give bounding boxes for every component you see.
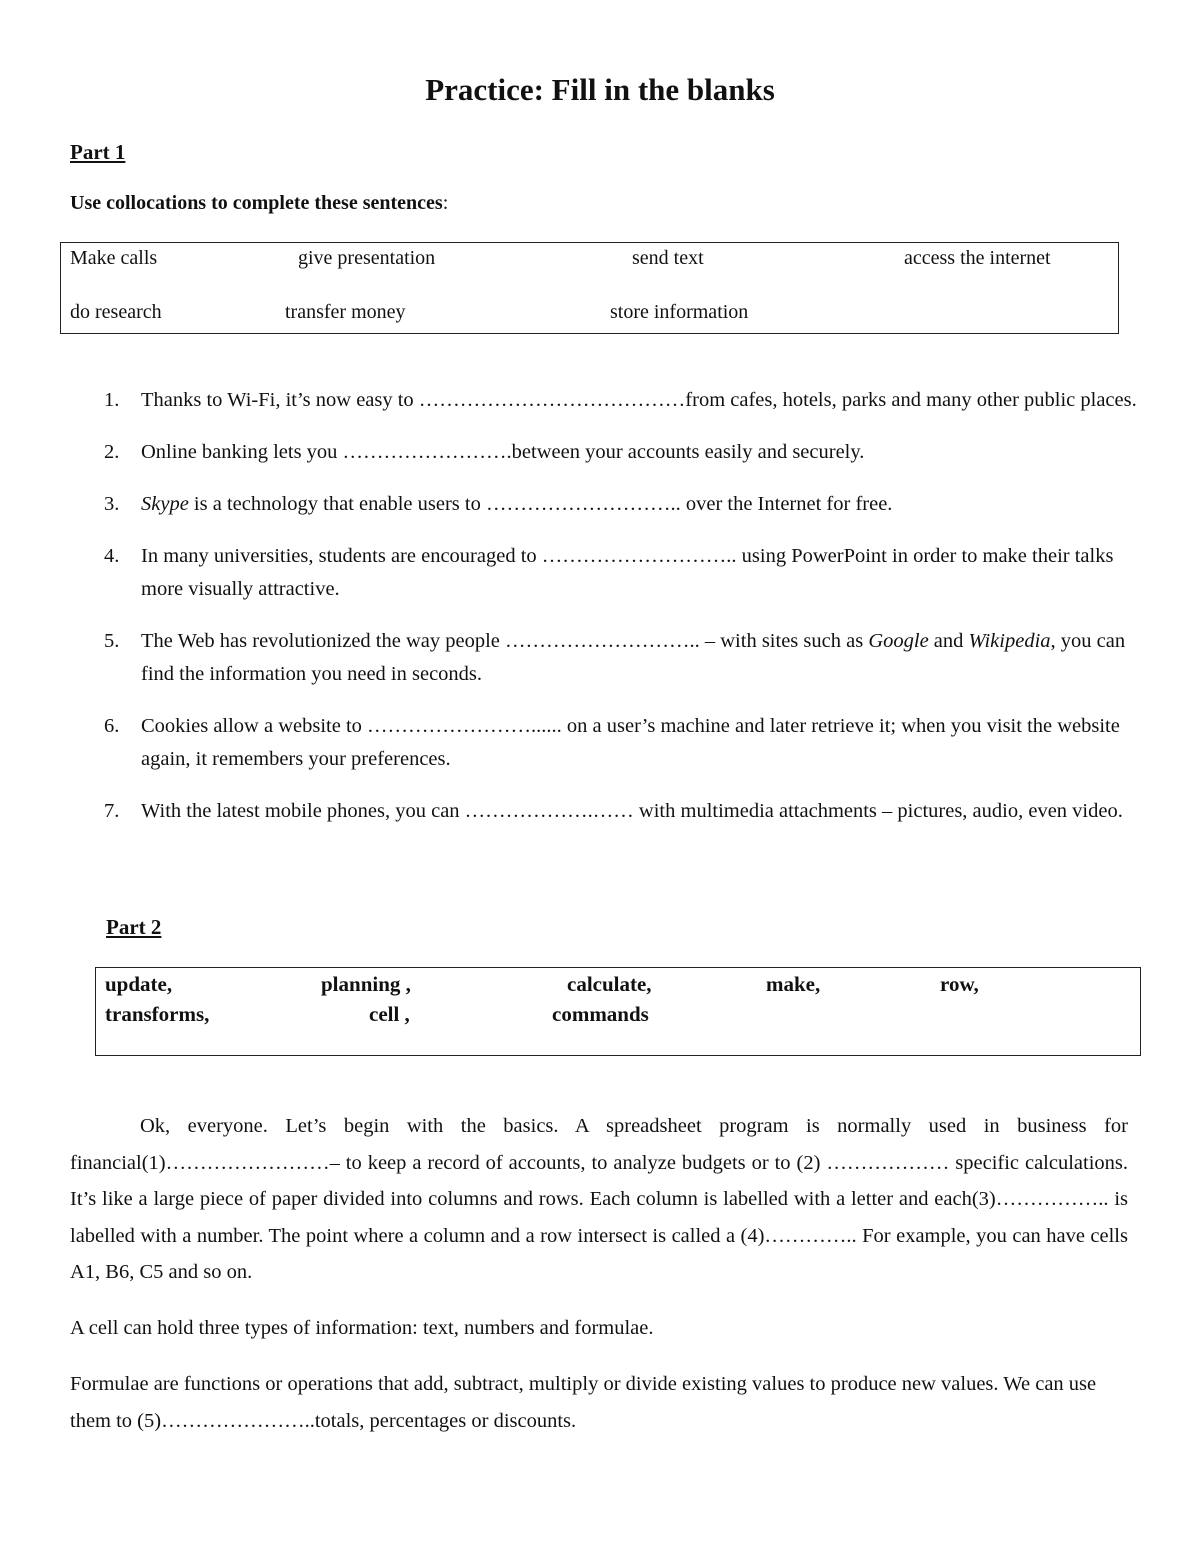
item-number: 4. [104,545,120,567]
instruction-colon: : [442,192,449,214]
word-box-item: store information [610,301,749,323]
item-number: 3. [104,493,120,515]
item-text: is a technology that enable users to ……………………….. over the Internet for free. [188,493,893,515]
word-box-item: make, [766,972,821,996]
part1-instruction [70,192,448,215]
item-emphasis: Wikipedia [968,630,1051,652]
item-number: 1. [104,389,120,411]
list-item [100,436,1140,469]
word-box-item: update, [105,972,173,996]
part1-heading: Part 1 [70,140,126,164]
item-text: In many universities, students are encouraged to ……………………….. using PowerPoint in order to make their talks more visually attractive. [141,545,1114,600]
word-box-item: do research [70,301,162,323]
item-text: , you can find the information you need in seconds. [141,630,1126,685]
word-box-item: give presentation [298,247,436,269]
word-box-item: cell , [369,1002,410,1026]
sentence-list [100,384,1140,847]
paragraph: Ok, everyone. Let’s begin with the basics. A spreadsheet program is normally used in business for financial(1)……………………– to keep a record of accounts, to analyze budgets or to (2) ……………… specific calculations. It’s like a large piece of paper divided into columns and rows. Each column is labelled with a letter and each(3)…………….. is labelled with a number. The point where a column and a row intersect is called a (4)………….. For example, you can have cells A1, B6, C5 and so on. [70,1115,1128,1283]
paragraph: A cell can hold three types of information: text, numbers and formulae. [70,1317,654,1339]
item-text: The Web has revolutionized the way people ……………………….. – with sites such as [141,630,869,652]
item-number: 7. [104,800,120,822]
item-emphasis: Skype [141,493,189,515]
list-item [100,488,1140,521]
paragraph: Formulae are functions or operations that add, subtract, multiply or divide existing values to produce new values. We can use them to (5)…………………..totals, percentages or discounts. [70,1373,1097,1432]
list-item [100,625,1140,691]
list-item [100,540,1140,606]
instruction-text: Use collocations to complete these sentences [70,192,443,214]
item-text: and [928,630,969,652]
item-text: With the latest mobile phones, you can ……………….…… with multimedia attachments – pictures, audio, even video. [141,800,1123,822]
collocation-box [60,242,1119,334]
word-box-item: calculate, [567,972,652,996]
item-emphasis: Google [868,630,929,652]
word-box-item: planning , [321,972,411,996]
word-box-item: commands [552,1002,649,1026]
item-number: 2. [104,441,120,463]
word-box-item: transforms, [105,1002,210,1026]
part2-heading: Part 2 [106,915,162,939]
word-box-item: row, [940,972,979,996]
item-text: Online banking lets you …………………….between your accounts easily and securely. [141,441,865,463]
list-item [100,795,1140,828]
word-box [95,967,1141,1056]
item-number: 6. [104,715,120,737]
item-text: Thanks to Wi-Fi, it’s now easy to …………………………………from cafes, hotels, parks and many other public places. [141,389,1137,411]
item-number: 5. [104,630,120,652]
word-box-item: access the internet [904,247,1051,269]
word-box-item: send text [632,247,704,269]
list-item [100,384,1140,417]
item-text: Cookies allow a website to ……………………...... on a user’s machine and later retrieve it; when you visit the website again, it remembers your preferences. [141,715,1120,770]
list-item [100,710,1140,776]
page-title: Practice: Fill in the blanks [425,72,775,107]
word-box-item: transfer money [285,301,406,323]
word-box-item: Make calls [70,247,158,269]
